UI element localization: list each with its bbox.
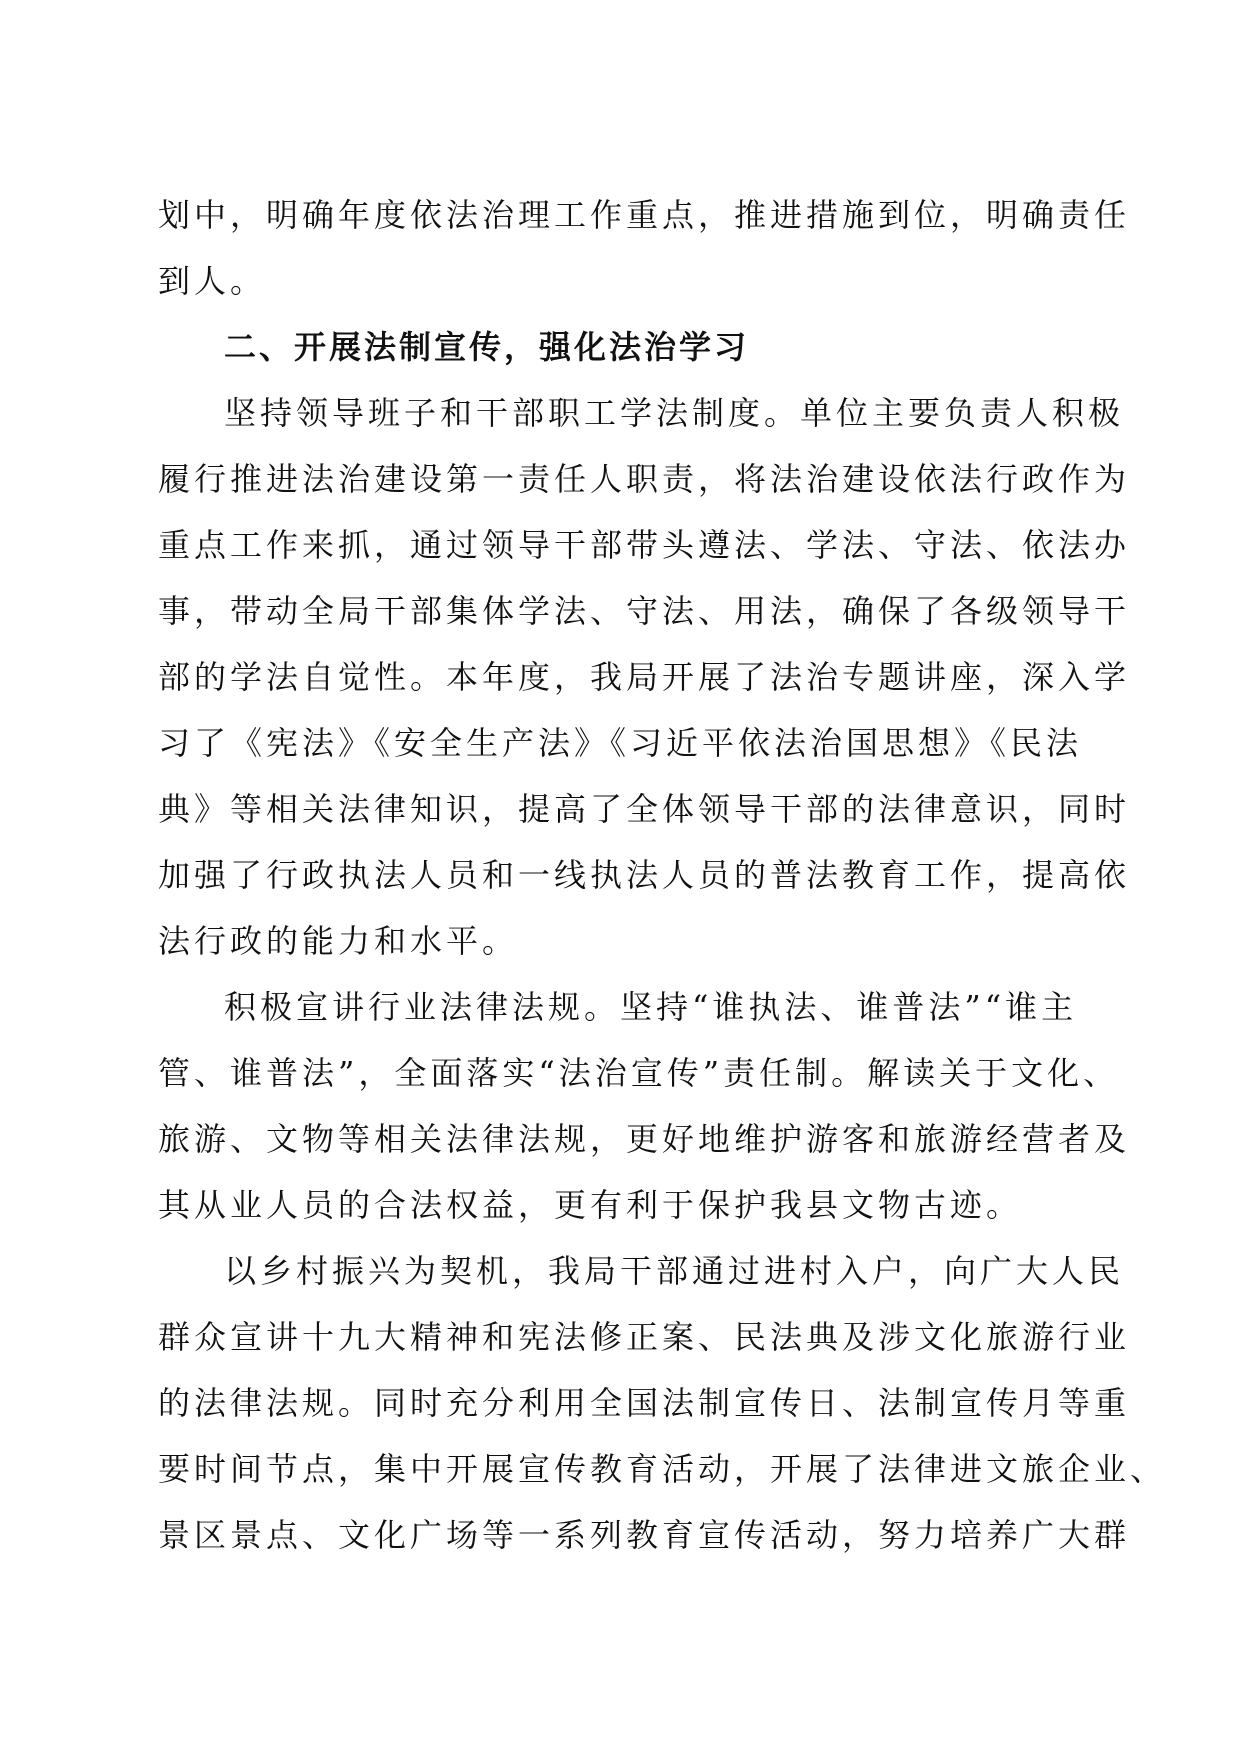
text-line: 法行政的能力和水平。 xyxy=(158,922,519,960)
document-body xyxy=(158,182,1167,1568)
text-line: 管、谁普法”，全面落实“法治宣传”责任制。解读关于文化、 xyxy=(158,1054,1120,1092)
text-line: 旅游、文物等相关法律法规，更好地维护游客和旅游经营者及 xyxy=(158,1120,1131,1158)
text-line: 履行推进法治建设第一责任人职责，将法治建设依法行政作为 xyxy=(158,460,1131,498)
text-line: 重点工作来抓，通过领导干部带头遵法、学法、守法、依法办 xyxy=(158,526,1131,564)
text-line: 的法律法规。同时充分利用全国法制宣传日、法制宣传月等重 xyxy=(158,1384,1131,1422)
text-line: 划中，明确年度依法治理工作重点，推进措施到位，明确责任 xyxy=(158,196,1131,234)
text-line: 加强了行政执法人员和一线执法人员的普法教育工作，提高依 xyxy=(158,856,1131,894)
text-line: 到人。 xyxy=(158,262,267,300)
text-line: 部的学法自觉性。本年度，我局开展了法治专题讲座，深入学 xyxy=(158,658,1131,696)
text-line: 事，带动全局干部集体学法、守法、用法，确保了各级领导干 xyxy=(158,592,1131,630)
text-line: 群众宣讲十九大精神和宪法修正案、民法典及涉文化旅游行业 xyxy=(158,1318,1131,1356)
text-line: 典》等相关法律知识，提高了全体领导干部的法律意识，同时 xyxy=(158,790,1131,828)
text-line: 以乡村振兴为契机，我局干部通过进村入户，向广大人民 xyxy=(224,1252,1125,1290)
text-line: 要时间节点，集中开展宣传教育活动，开展了法律进文旅企业、 xyxy=(158,1450,1167,1488)
text-line: 其从业人员的合法权益，更有利于保护我县文物古迹。 xyxy=(158,1186,1023,1224)
section-heading: 二、开展法制宣传，强化法治学习 xyxy=(224,328,750,366)
text-line: 习了《宪法》《安全生产法》《习近平依法治国思想》《民法 xyxy=(158,724,1083,762)
text-line: 景区景点、文化广场等一系列教育宣传活动，努力培养广大群 xyxy=(158,1516,1131,1554)
text-line: 积极宣讲行业法律法规。坚持“谁执法、谁普法”“谁主 xyxy=(224,988,1078,1026)
text-line: 坚持领导班子和干部职工学法制度。单位主要负责人积极 xyxy=(224,394,1125,432)
